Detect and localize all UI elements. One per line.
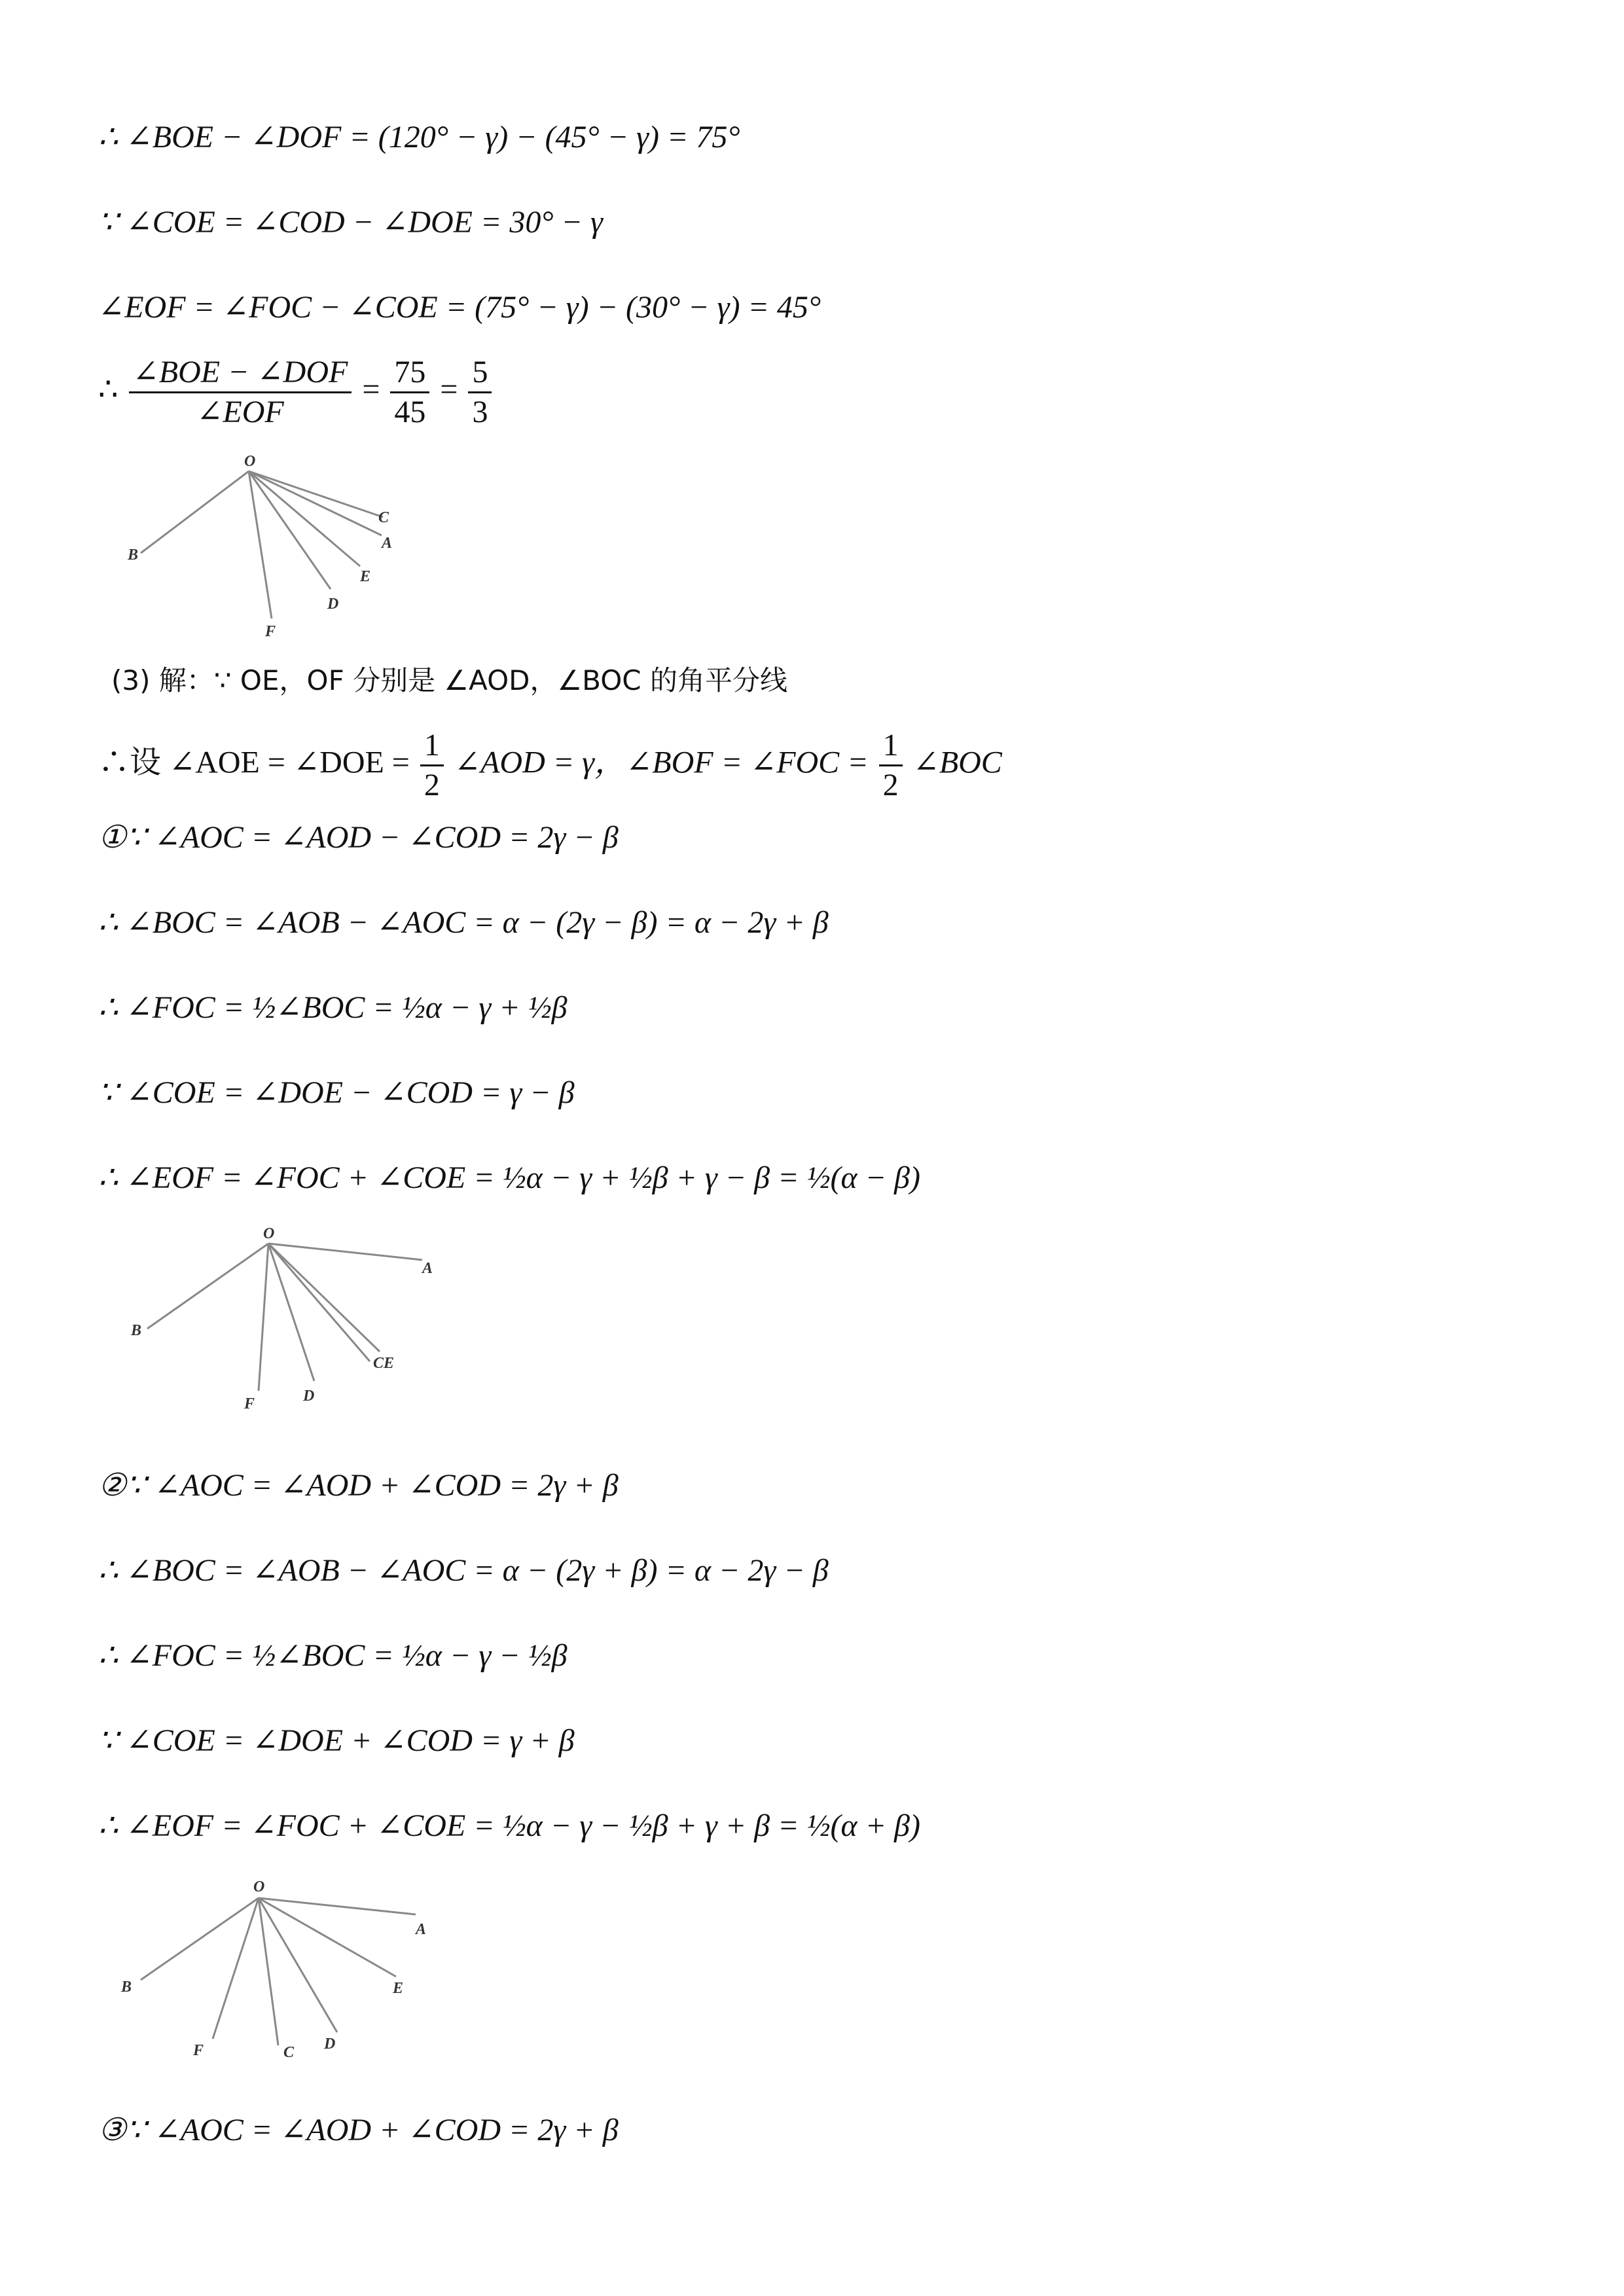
half-denominator: 2 [879,764,903,804]
equation-line-10: ∵ ∠COE = ∠DOE − ∠COD = γ − β [98,1075,575,1110]
equation-line-8: ∴ ∠BOC = ∠AOB − ∠AOC = α − (2γ − β) = α − 2γ + β [98,905,829,940]
fig2-label-o: O [263,1225,275,1242]
fig3-label-e: E [393,1980,404,1997]
fig2-label-ce: CE [373,1355,395,1372]
fig3-label-o: O [253,1878,265,1895]
half-numerator: 1 [882,728,899,762]
fig1-label-o: O [244,453,256,470]
half-denominator: 2 [420,764,444,804]
angle-figure-1 [128,452,403,641]
equation-line-15: ∵ ∠COE = ∠DOE + ∠COD = γ + β [98,1723,575,1758]
result-denominator: 3 [468,391,492,431]
equation-line-3: ∠EOF = ∠FOC − ∠COE = (75° − γ) − (30° − γ) = 45° [98,290,821,325]
equation-line-16: ∴ ∠EOF = ∠FOC + ∠COE = ½α − γ − ½β + γ + β = ½(α + β) [98,1808,920,1843]
ratio-denominator: ∠EOF [129,391,352,431]
value-numerator: 75 [394,355,426,389]
fig3-label-f: F [193,2042,204,2059]
result-numerator: 5 [472,355,488,389]
angle-figure-3 [115,1872,435,2062]
equation-line-17: ③∵ ∠AOC = ∠AOD + ∠COD = 2γ + β [98,2113,619,2147]
result-fraction [468,353,492,431]
half-numerator: 1 [424,728,440,762]
fig1-label-d: D [327,596,339,613]
fig2-label-f: F [244,1395,255,1412]
half-fraction [420,726,444,804]
value-fraction [390,353,429,431]
fig2-label-a: A [422,1260,433,1277]
equation-line-11: ∴ ∠EOF = ∠FOC + ∠COE = ½α − γ + ½β + γ − β = ½(α − β) [98,1160,920,1195]
ratio-fraction [129,353,352,431]
equation-line-4: ∴ $\frac{\text{∠BOE − ∠DOF}}{\text{∠EOF}}$ = $\frac{75}{45}$ = $\frac{5}{3}$ [98,353,494,431]
equation-line-9: ∴ ∠FOC = ½∠BOC = ½α − γ + ½β [98,990,568,1025]
fig1-label-e: E [360,568,371,585]
equation-line-6: ∴设 ∠AOE = ∠DOE = $\frac{1}{2}$ ∠AOD = γ，∠BOF = ∠FOC = $\frac{1}{2}$ ∠BOC [98,726,1002,804]
fig3-label-a: A [416,1921,427,1938]
value-denominator: 45 [390,391,429,431]
half-fraction [879,726,903,804]
equation-line-1: ∴ ∠BOE − ∠DOF = (120° − γ) − (45° − γ) = 75° [98,120,740,154]
fig3-label-b: B [121,1979,132,1996]
equation-line-13: ∴ ∠BOC = ∠AOB − ∠AOC = α − (2γ + β) = α − 2γ − β [98,1553,829,1588]
fig1-label-f: F [265,623,276,640]
therefore-symbol: ∴ [98,372,118,407]
fig3-label-c: C [283,2044,295,2061]
equation-line-2: ∵ ∠COE = ∠COD − ∠DOE = 30° − γ [98,205,603,240]
equation-line-7: ①∵ ∠AOC = ∠AOD − ∠COD = 2γ − β [98,820,619,855]
equation-line-14: ∴ ∠FOC = ½∠BOC = ½α − γ − ½β [98,1638,568,1673]
fig1-label-c: C [378,509,389,526]
fig2-label-b: B [131,1322,142,1339]
ratio-numerator: ∠BOE − ∠DOF [132,355,348,389]
fig2-label-d: D [303,1388,315,1405]
fig1-label-b: B [128,547,139,564]
equation-line-12: ②∵ ∠AOC = ∠AOD + ∠COD = 2γ + β [98,1468,619,1503]
fig1-label-a: A [382,535,393,552]
angle-figure-2 [128,1224,448,1420]
part3-intro: (3) 解：∵ OE，OF 分别是 ∠AOD，∠BOC 的角平分线 [111,664,787,696]
fig3-label-d: D [324,2036,336,2053]
